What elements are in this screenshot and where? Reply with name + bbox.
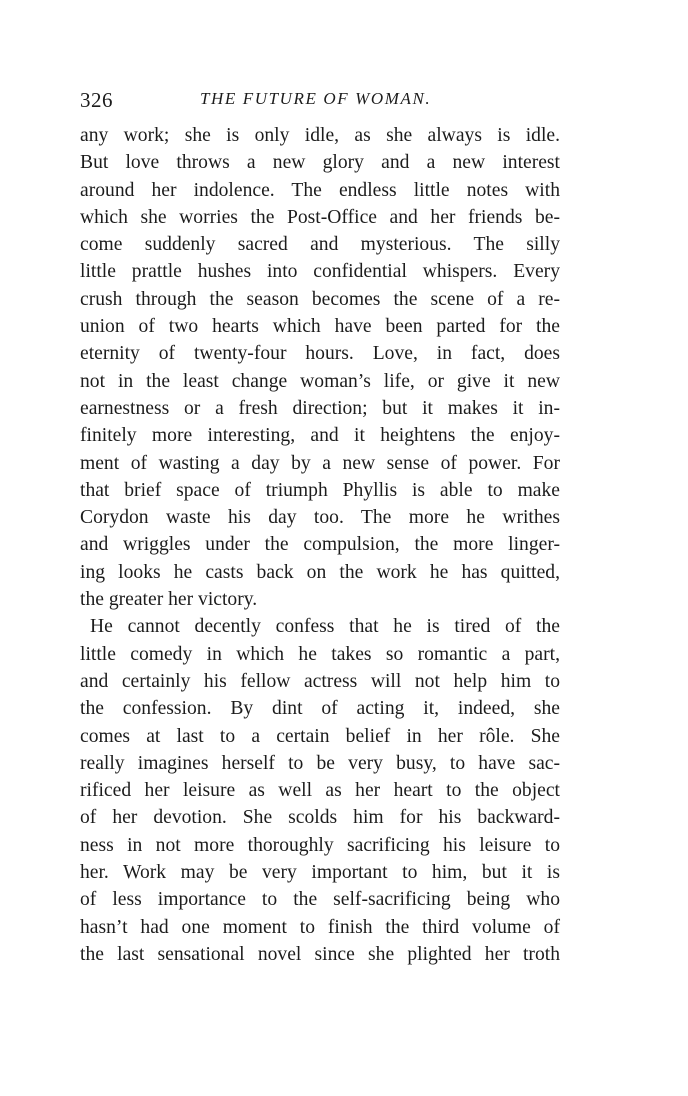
text-line: her. Work may be very important to him, but it is (80, 862, 560, 884)
text-line: the last sensational novel since she plighted her troth (80, 943, 560, 965)
text-line: that brief space of triumph Phyllis is able to make (80, 479, 560, 501)
text-line: any work; she is only idle, as she always is idle. (80, 125, 560, 146)
text-line: of her devotion. She scolds him for his backward- (80, 807, 560, 829)
text-line: Corydon waste his day too. The more he writhes (80, 507, 560, 529)
text-line: finitely more interesting, and it heightens the enjoy- (80, 425, 560, 447)
text-line: rificed her leisure as well as her heart to the object (80, 780, 560, 802)
text-line: But love throws a new glory and a new interest (80, 152, 560, 174)
text-line: hasn’t had one moment to finish the third volume of (80, 916, 560, 938)
text-line: of less importance to the self-sacrificing being who (80, 889, 560, 911)
page-number: 326 (80, 88, 113, 112)
text-line: come suddenly sacred and mysterious. The silly (80, 234, 560, 256)
text-line: eternity of twenty-four hours. Love, in fact, does (80, 343, 560, 365)
running-head (80, 88, 560, 122)
text-line: little prattle hushes into confidential whispers. Every (80, 261, 560, 283)
body-text (80, 122, 560, 968)
running-title: THE FUTURE OF WOMAN. (200, 89, 432, 108)
text-line: ment of wasting a day by a new sense of power. For (80, 452, 560, 474)
book-page (80, 88, 560, 968)
text-line: comes at last to a certain belief in her rôle. She (80, 725, 560, 747)
text-line: He cannot decently confess that he is tired of the (90, 616, 560, 638)
text-line: around her indolence. The endless little notes with (80, 179, 560, 201)
text-line: earnestness or a fresh direction; but it makes it in- (80, 397, 560, 419)
text-line: ing looks he casts back on the work he has quitted, (80, 561, 560, 583)
text-line: which she worries the Post-Office and her friends be- (80, 206, 560, 228)
text-line: the greater her victory. (80, 589, 258, 611)
text-line: union of two hearts which have been parted for the (80, 316, 560, 338)
text-line: and certainly his fellow actress will not help him to (80, 670, 560, 692)
text-line: not in the least change woman’s life, or give it new (80, 370, 560, 392)
text-line: really imagines herself to be very busy, to have sac- (80, 752, 560, 774)
text-line: crush through the season becomes the scene of a re- (80, 288, 560, 310)
text-line: ness in not more thoroughly sacrificing his leisure to (80, 834, 560, 856)
text-line: the confession. By dint of acting it, indeed, she (80, 698, 560, 720)
text-line: and wriggles under the compulsion, the more linger- (80, 534, 560, 556)
text-line: little comedy in which he takes so romantic a part, (80, 643, 560, 665)
